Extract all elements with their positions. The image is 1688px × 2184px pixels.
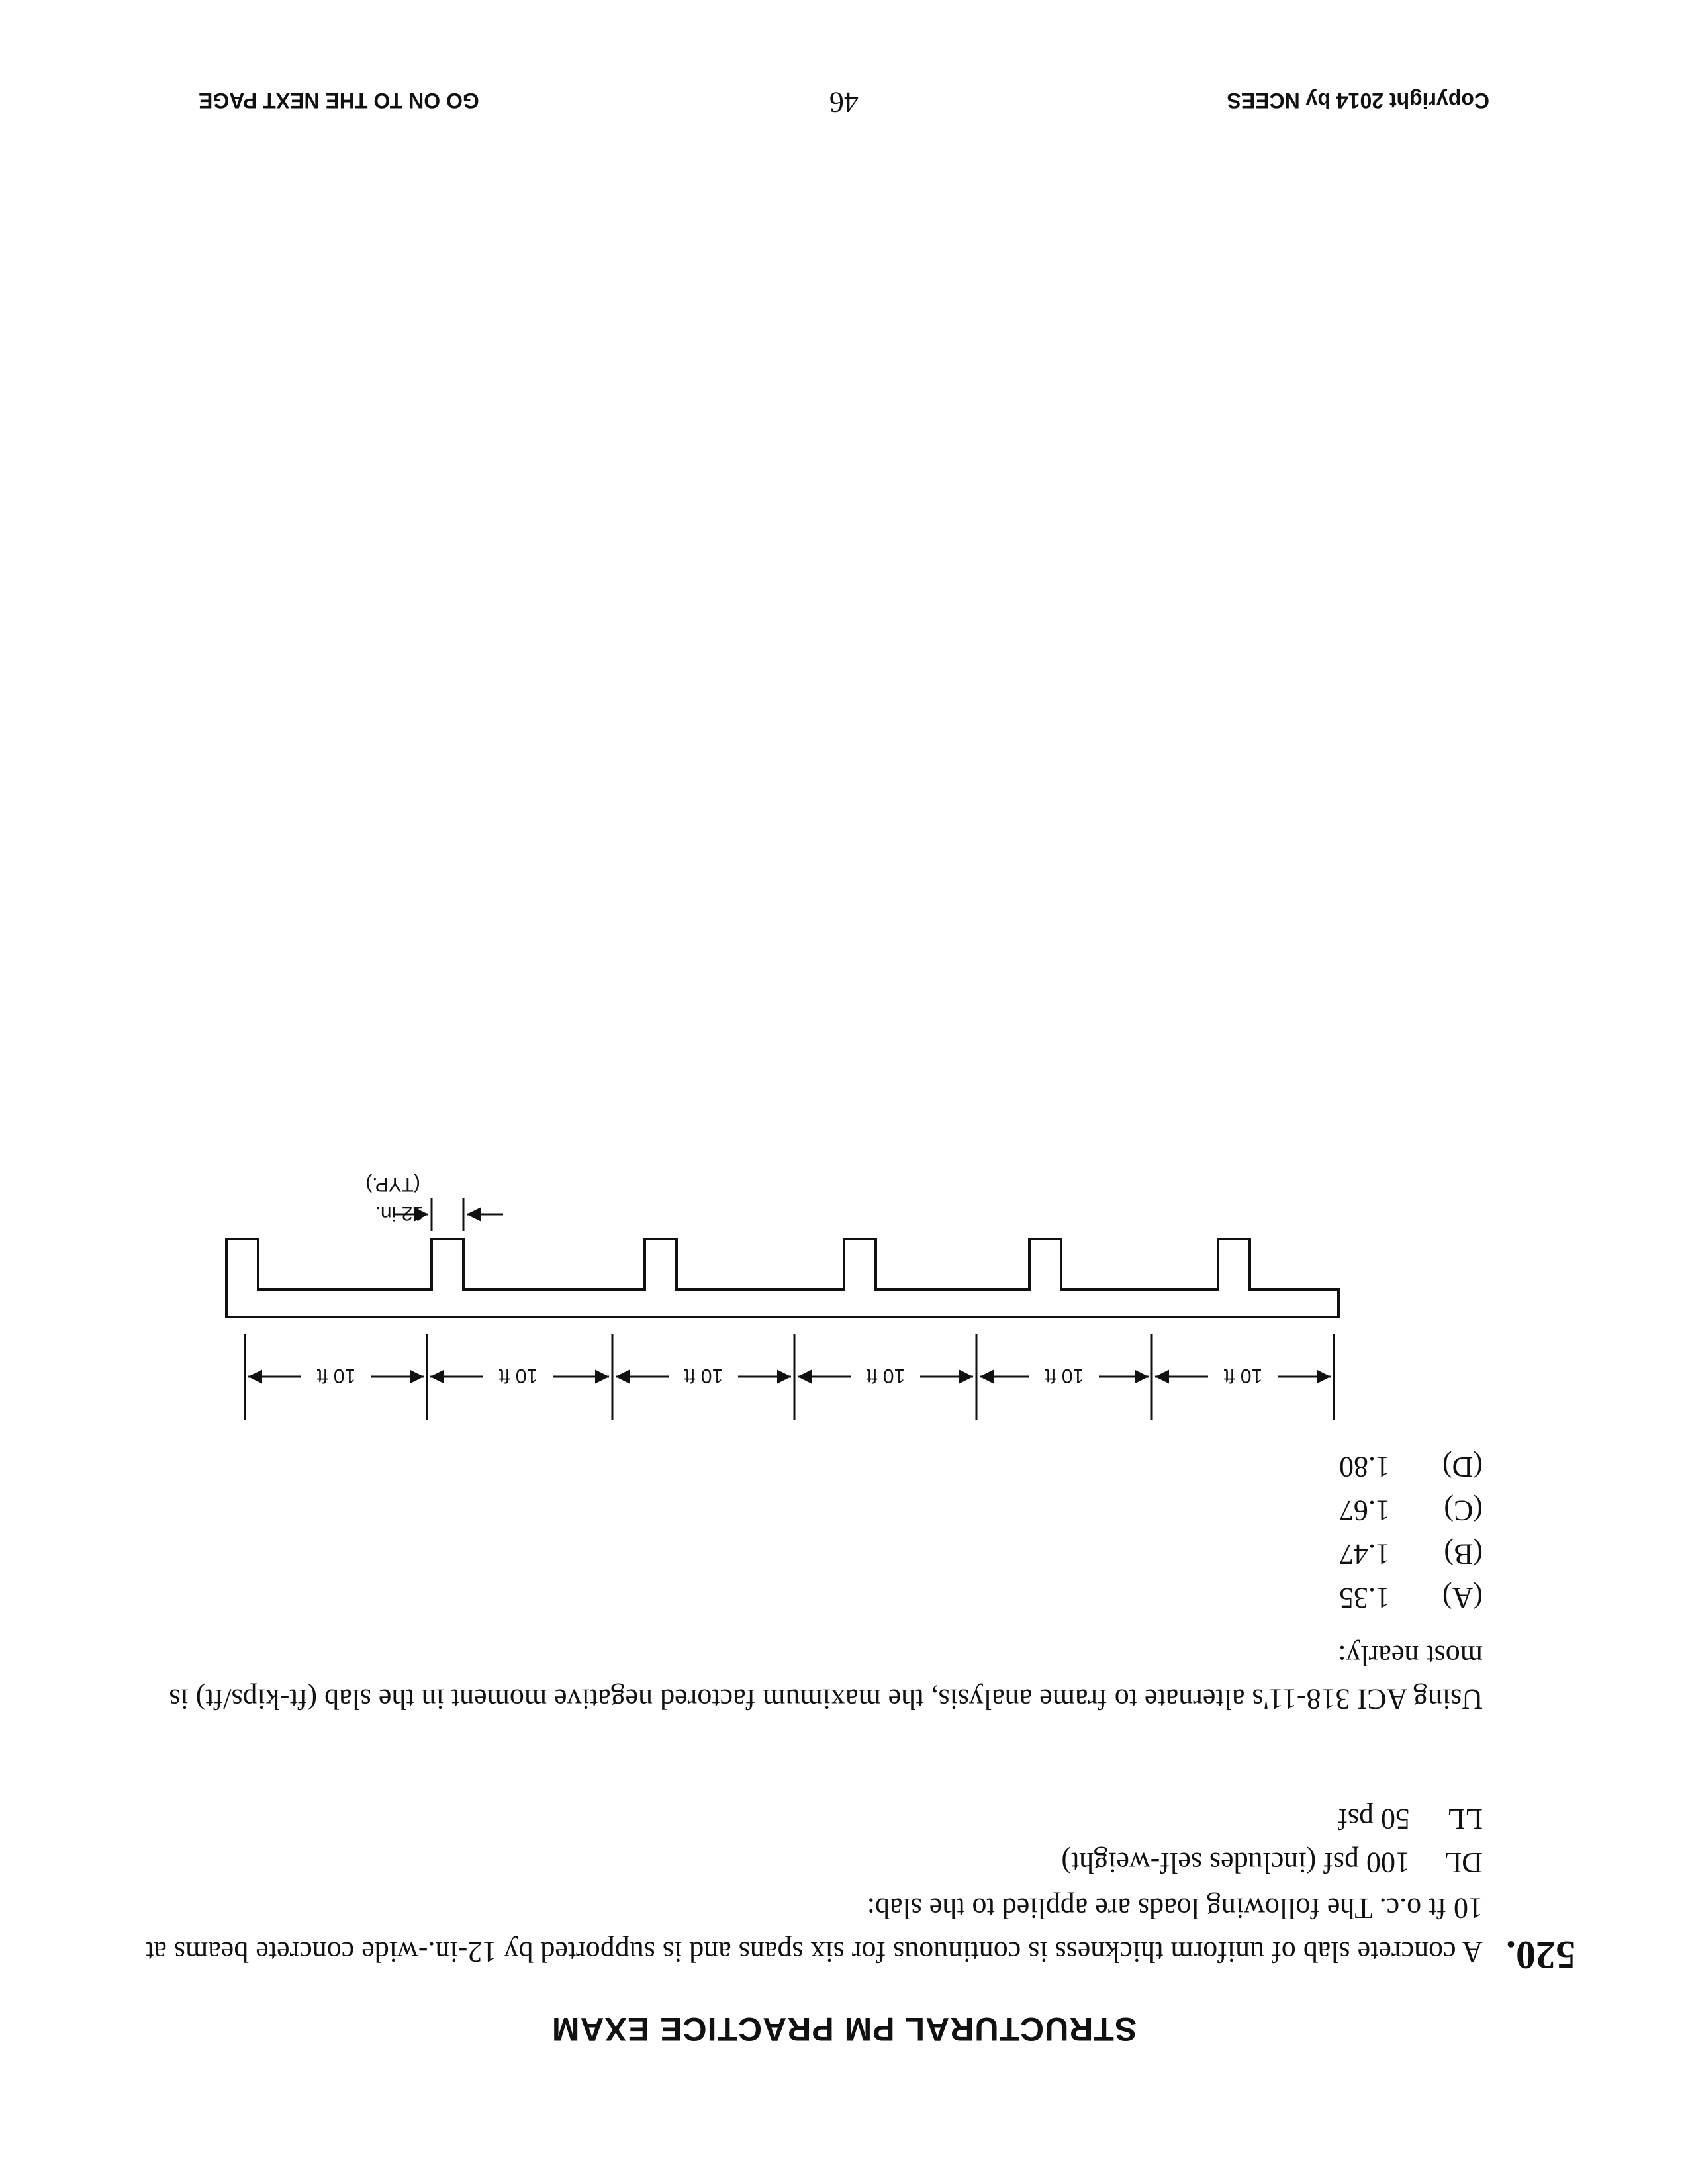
load-key: DL: [1444, 1846, 1483, 1879]
load-value: 50 psf: [1338, 1803, 1410, 1835]
footer-copyright: Copyright 2014 by NCEES: [1227, 89, 1489, 113]
choice-letter: (C): [1444, 1494, 1483, 1527]
footer-go-on: GO ON TO THE NEXT PAGE: [199, 89, 479, 113]
choice-value: 1.67: [1339, 1494, 1390, 1527]
choice-value: 1.35: [1339, 1582, 1390, 1614]
load-key: LL: [1447, 1803, 1483, 1835]
beam-width-note: (TYP.): [365, 1173, 420, 1195]
choice-letter: (A): [1442, 1582, 1483, 1614]
load-value: 100 psf (includes self-weight): [1061, 1846, 1410, 1879]
problem-number: 520.: [1506, 1933, 1575, 1977]
choice-value: 1.80: [1339, 1451, 1390, 1483]
choice-letter: (D): [1442, 1451, 1483, 1483]
page-number: 46: [829, 86, 859, 118]
choice-letter: (B): [1444, 1538, 1483, 1570]
span-label: 10 ft: [1223, 1365, 1263, 1387]
page-title: STRUCTURAL PM PRACTICE EXAM: [551, 2011, 1137, 2048]
span-label: 10 ft: [498, 1365, 538, 1387]
choice-value: 1.47: [1339, 1538, 1390, 1570]
beam-width-label: 12 in.: [375, 1203, 424, 1224]
span-label: 10 ft: [1045, 1365, 1084, 1387]
problem-stem: A concrete slab of uniform thickness is continuous for six spans and is supported by 12-in.-wide concrete beams at 10 ft o.c. The following loads are applied to the slab:: [146, 1892, 1483, 1968]
span-label: 10 ft: [866, 1365, 906, 1387]
span-label: 10 ft: [684, 1365, 724, 1387]
problem-question: Using ACI 318-11's alternate to frame analysis, the maximum factored negative moment in the slab (ft-kips/ft) is most nearly:: [169, 1639, 1483, 1715]
slab-outline: [226, 1239, 1338, 1317]
span-label: 10 ft: [316, 1365, 356, 1387]
